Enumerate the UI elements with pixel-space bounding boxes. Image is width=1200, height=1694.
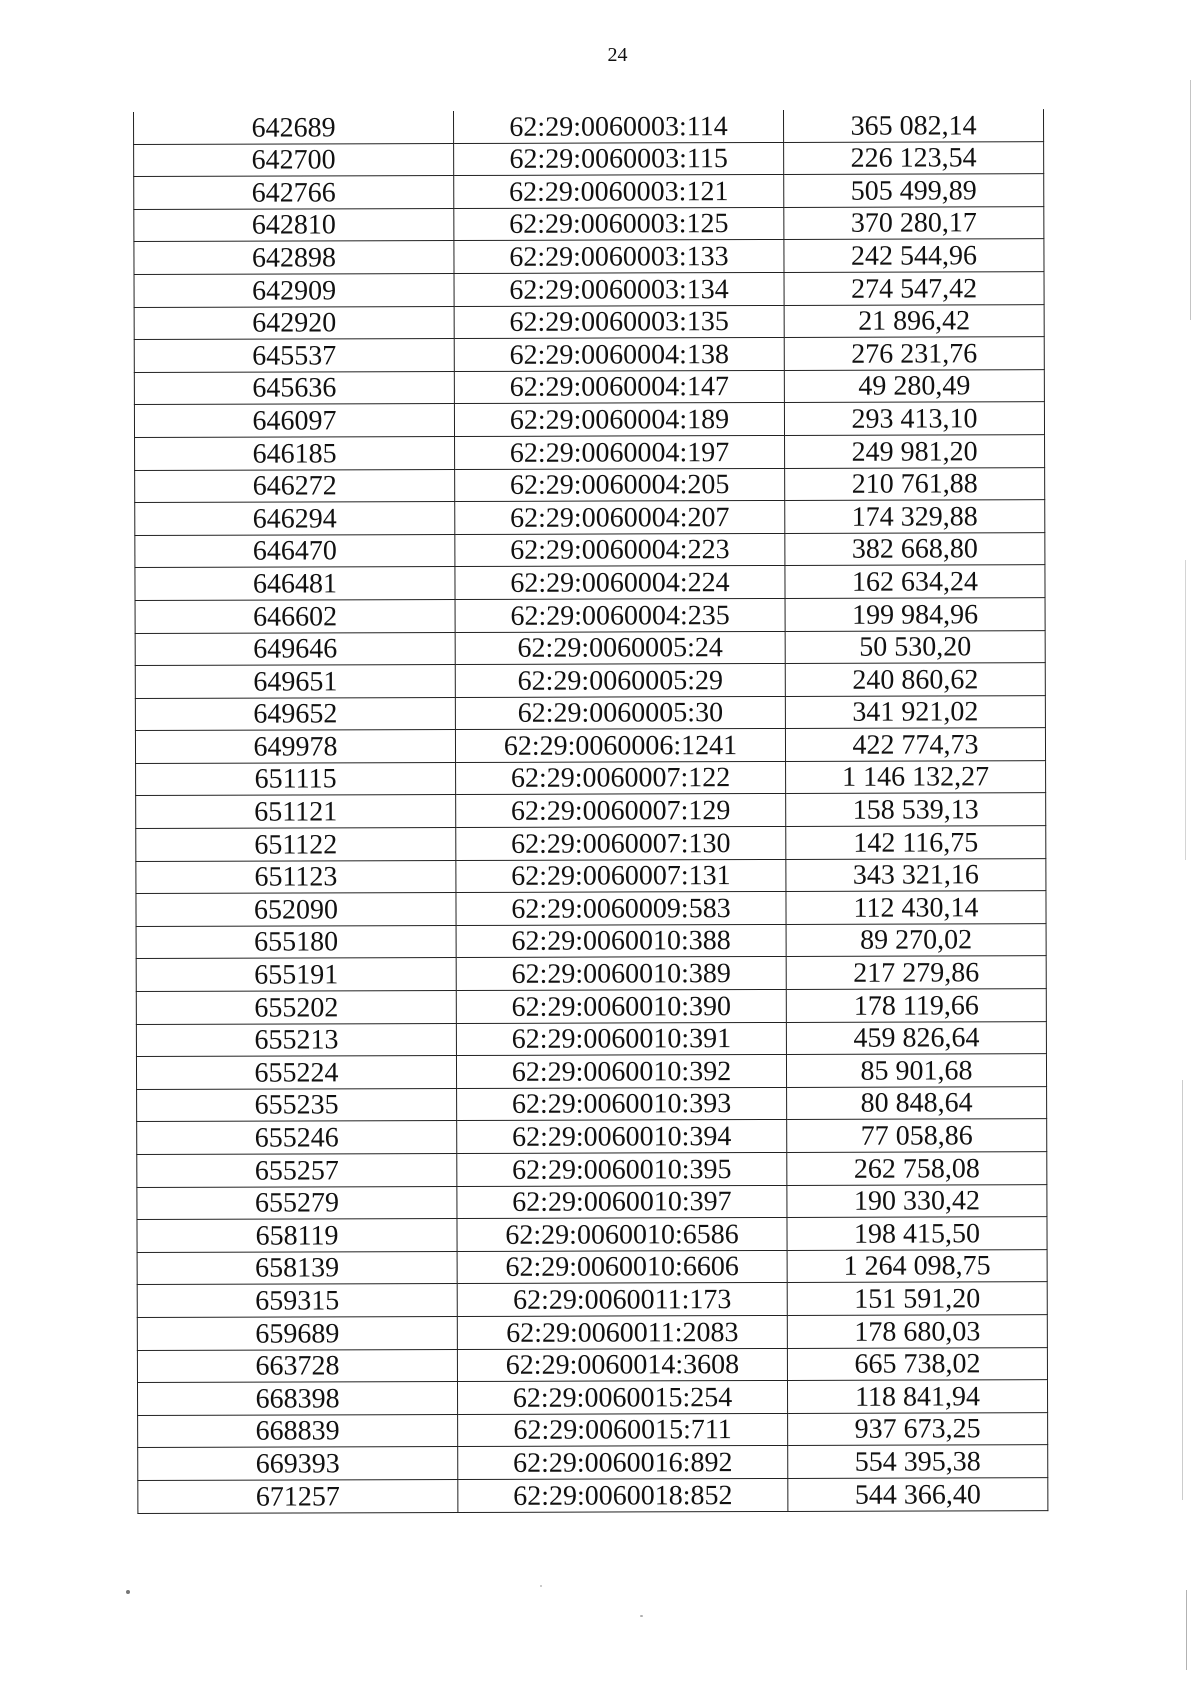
table-row	[134, 239, 1044, 274]
value-cell: 190 330,42	[787, 1184, 1047, 1217]
table-row	[137, 1086, 1047, 1121]
cadastral-number-cell: 62:29:0060011:2083	[457, 1315, 787, 1349]
value-cell: 293 413,10	[784, 402, 1044, 435]
registry-table	[133, 109, 1048, 1513]
cadastral-number-cell: 62:29:0060010:393	[457, 1087, 787, 1121]
table-row	[134, 402, 1044, 437]
table-row	[135, 467, 1045, 502]
registry-number-cell: 655235	[137, 1088, 457, 1122]
registry-number-cell: 649651	[135, 665, 455, 699]
value-cell: 343 321,16	[786, 858, 1046, 891]
value-cell: 80 848,64	[787, 1086, 1047, 1119]
value-cell: 85 901,68	[786, 1054, 1046, 1087]
table-row	[137, 1282, 1047, 1317]
value-cell: 544 366,40	[788, 1478, 1048, 1511]
page-number: 24	[607, 44, 628, 66]
value-cell: 210 761,88	[785, 467, 1045, 500]
cadastral-number-cell: 62:29:0060005:24	[455, 631, 785, 665]
value-cell: 162 634,24	[785, 565, 1045, 598]
table-row	[136, 793, 1046, 828]
value-cell: 274 547,42	[784, 272, 1044, 305]
registry-number-cell: 668839	[138, 1414, 458, 1448]
registry-number-cell: 642920	[134, 306, 454, 340]
value-cell: 77 058,86	[787, 1119, 1047, 1152]
registry-number-cell: 655213	[136, 1023, 456, 1057]
cadastral-number-cell: 62:29:0060004:223	[455, 533, 785, 567]
table-row	[136, 891, 1046, 926]
value-cell: 49 280,49	[784, 369, 1044, 402]
table-row	[138, 1445, 1048, 1480]
registry-number-cell: 668398	[137, 1382, 457, 1416]
cadastral-number-cell: 62:29:0060010:389	[456, 957, 786, 991]
table-row	[136, 923, 1046, 958]
scan-margin-line	[1182, 1080, 1183, 1500]
cadastral-number-cell: 62:29:0060005:29	[455, 664, 785, 698]
table-row	[135, 728, 1045, 763]
cadastral-number-cell: 62:29:0060010:390	[456, 989, 786, 1023]
value-cell: 21 896,42	[784, 304, 1044, 337]
value-cell: 1 146 132,27	[786, 761, 1046, 794]
table-row	[135, 500, 1045, 535]
registry-number-cell: 651115	[136, 762, 456, 796]
registry-number-cell: 658139	[137, 1251, 457, 1285]
value-cell: 1 264 098,75	[787, 1249, 1047, 1282]
registry-number-cell: 652090	[136, 893, 456, 927]
value-cell: 112 430,14	[786, 891, 1046, 924]
table-row	[136, 761, 1046, 796]
registry-number-cell: 642689	[134, 111, 454, 144]
scan-margin-line	[1185, 560, 1186, 860]
cadastral-number-cell: 62:29:0060004:235	[455, 598, 785, 632]
cadastral-number-cell: 62:29:0060009:583	[456, 892, 786, 926]
registry-number-cell: 646602	[135, 599, 455, 633]
registry-number-cell: 651122	[136, 828, 456, 862]
table-row	[135, 695, 1045, 730]
cadastral-number-cell: 62:29:0060004:147	[454, 370, 784, 404]
table-row	[134, 272, 1044, 307]
cadastral-number-cell: 62:29:0060010:392	[456, 1055, 786, 1089]
table-row	[136, 826, 1046, 861]
table-row	[138, 1412, 1048, 1447]
registry-number-cell: 655246	[137, 1121, 457, 1155]
value-cell: 262 758,08	[787, 1152, 1047, 1185]
cadastral-number-cell: 62:29:0060004:205	[455, 468, 785, 502]
cadastral-number-cell: 62:29:0060004:189	[454, 403, 784, 437]
table-row	[137, 1347, 1047, 1382]
table-row	[136, 1054, 1046, 1089]
value-cell: 554 395,38	[788, 1445, 1048, 1478]
cadastral-number-cell: 62:29:0060010:395	[457, 1152, 787, 1186]
value-cell: 242 544,96	[784, 239, 1044, 272]
table-row	[135, 663, 1045, 698]
value-cell: 226 123,54	[784, 141, 1044, 174]
cadastral-number-cell: 62:29:0060011:173	[457, 1283, 787, 1317]
value-cell: 422 774,73	[785, 728, 1045, 761]
value-cell: 178 680,03	[787, 1315, 1047, 1348]
value-cell: 341 921,02	[785, 695, 1045, 728]
value-cell: 118 841,94	[787, 1380, 1047, 1413]
table-row	[137, 1119, 1047, 1154]
cadastral-number-cell: 62:29:0060010:391	[456, 1022, 786, 1056]
cadastral-number-cell: 62:29:0060007:130	[456, 827, 786, 861]
table-row	[137, 1380, 1047, 1415]
cadastral-number-cell: 62:29:0060010:397	[457, 1185, 787, 1219]
cadastral-number-cell: 62:29:0060003:125	[454, 207, 784, 241]
cadastral-number-cell: 62:29:0060010:394	[457, 1120, 787, 1154]
table-row	[137, 1315, 1047, 1350]
value-cell: 158 539,13	[786, 793, 1046, 826]
cadastral-number-cell: 62:29:0060004:224	[455, 566, 785, 600]
cadastral-number-cell: 62:29:0060003:121	[454, 175, 784, 209]
value-cell: 665 738,02	[787, 1347, 1047, 1380]
table-row	[135, 598, 1045, 633]
registry-number-cell: 646185	[135, 436, 455, 470]
cadastral-number-cell: 62:29:0060005:30	[455, 696, 785, 730]
scan-speck	[126, 1590, 130, 1594]
registry-number-cell: 655180	[136, 925, 456, 959]
registry-number-cell: 645636	[134, 371, 454, 405]
cadastral-number-cell: 62:29:0060014:3608	[457, 1348, 787, 1382]
value-cell: 151 591,20	[787, 1282, 1047, 1315]
value-cell: 382 668,80	[785, 532, 1045, 565]
table-row	[134, 369, 1044, 404]
value-cell: 199 984,96	[785, 598, 1045, 631]
scan-margin-line	[1186, 1590, 1187, 1670]
value-cell: 459 826,64	[786, 1021, 1046, 1054]
registry-number-cell: 655224	[136, 1056, 456, 1090]
table-row	[136, 1021, 1046, 1056]
table-row	[138, 1478, 1048, 1513]
scan-margin-line	[1190, 80, 1191, 320]
table-row	[134, 206, 1044, 241]
registry-number-cell: 642909	[134, 273, 454, 307]
cadastral-number-cell: 62:29:0060003:134	[454, 272, 784, 306]
registry-number-cell: 655202	[136, 991, 456, 1025]
registry-number-cell: 645537	[134, 339, 454, 373]
value-cell: 198 415,50	[787, 1217, 1047, 1250]
cadastral-number-cell: 62:29:0060004:197	[455, 435, 785, 469]
table-row	[134, 337, 1044, 372]
registry-number-cell: 642766	[134, 176, 454, 210]
registry-number-cell: 649652	[135, 697, 455, 731]
table-row	[137, 1184, 1047, 1219]
cadastral-number-cell: 62:29:0060007:131	[456, 859, 786, 893]
cadastral-number-cell: 62:29:0060007:129	[456, 794, 786, 828]
table-row	[136, 858, 1046, 893]
cadastral-number-cell: 62:29:0060010:388	[456, 924, 786, 958]
cadastral-number-cell: 62:29:0060003:115	[454, 142, 784, 176]
registry-number-cell: 663728	[137, 1349, 457, 1383]
cadastral-number-cell: 62:29:0060018:852	[458, 1478, 788, 1512]
table-row	[135, 532, 1045, 567]
registry-number-cell: 651121	[136, 795, 456, 829]
table-row	[134, 141, 1044, 176]
registry-number-cell: 646481	[135, 567, 455, 601]
registry-number-cell: 646470	[135, 534, 455, 568]
value-cell: 240 860,62	[785, 663, 1045, 696]
table-body	[134, 109, 1048, 1513]
registry-number-cell: 655279	[137, 1186, 457, 1220]
registry-number-cell: 642898	[134, 241, 454, 275]
cadastral-number-cell: 62:29:0060003:114	[453, 110, 783, 143]
value-cell: 178 119,66	[786, 989, 1046, 1022]
table-row	[134, 304, 1044, 339]
registry-number-cell: 646097	[134, 404, 454, 438]
table-row	[135, 565, 1045, 600]
value-cell: 174 329,88	[785, 500, 1045, 533]
registry-number-cell: 642700	[134, 143, 454, 177]
table-row	[136, 989, 1046, 1024]
value-cell: 370 280,17	[784, 206, 1044, 239]
table-row	[137, 1249, 1047, 1284]
cadastral-number-cell: 62:29:0060015:254	[457, 1381, 787, 1415]
cadastral-number-cell: 62:29:0060007:122	[456, 761, 786, 795]
value-cell: 505 499,89	[784, 174, 1044, 207]
value-cell: 276 231,76	[784, 337, 1044, 370]
registry-number-cell: 671257	[138, 1479, 458, 1513]
document-sheet	[133, 109, 1047, 1513]
value-cell: 365 082,14	[783, 109, 1043, 142]
value-cell: 142 116,75	[786, 826, 1046, 859]
value-cell: 937 673,25	[788, 1412, 1048, 1445]
value-cell: 89 270,02	[786, 923, 1046, 956]
registry-number-cell: 669393	[138, 1447, 458, 1481]
registry-number-cell: 655257	[137, 1153, 457, 1187]
table-row	[137, 1217, 1047, 1252]
value-cell: 249 981,20	[785, 435, 1045, 468]
value-cell: 217 279,86	[786, 956, 1046, 989]
value-cell: 50 530,20	[785, 630, 1045, 663]
registry-number-cell: 646294	[135, 502, 455, 536]
table-row	[135, 435, 1045, 470]
scan-speck	[640, 1615, 643, 1617]
cadastral-number-cell: 62:29:0060010:6586	[457, 1218, 787, 1252]
registry-number-cell: 651123	[136, 860, 456, 894]
registry-number-cell: 655191	[136, 958, 456, 992]
registry-number-cell: 658119	[137, 1219, 457, 1253]
cadastral-number-cell: 62:29:0060006:1241	[455, 729, 785, 763]
table-row	[136, 956, 1046, 991]
table-row	[137, 1152, 1047, 1187]
cadastral-number-cell: 62:29:0060003:135	[454, 305, 784, 339]
table-row	[134, 174, 1044, 209]
cadastral-number-cell: 62:29:0060004:207	[455, 501, 785, 535]
cadastral-number-cell: 62:29:0060003:133	[454, 240, 784, 274]
cadastral-number-cell: 62:29:0060010:6606	[457, 1250, 787, 1284]
registry-number-cell: 659689	[137, 1316, 457, 1350]
registry-number-cell: 649646	[135, 632, 455, 666]
registry-number-cell: 649978	[135, 730, 455, 764]
table-row	[135, 630, 1045, 665]
registry-number-cell: 646272	[135, 469, 455, 503]
table-row	[134, 109, 1044, 144]
cadastral-number-cell: 62:29:0060004:138	[454, 338, 784, 372]
registry-number-cell: 659315	[137, 1284, 457, 1318]
cadastral-number-cell: 62:29:0060015:711	[458, 1413, 788, 1447]
scan-speck	[540, 1585, 542, 1587]
cadastral-number-cell: 62:29:0060016:892	[458, 1446, 788, 1480]
registry-number-cell: 642810	[134, 208, 454, 242]
